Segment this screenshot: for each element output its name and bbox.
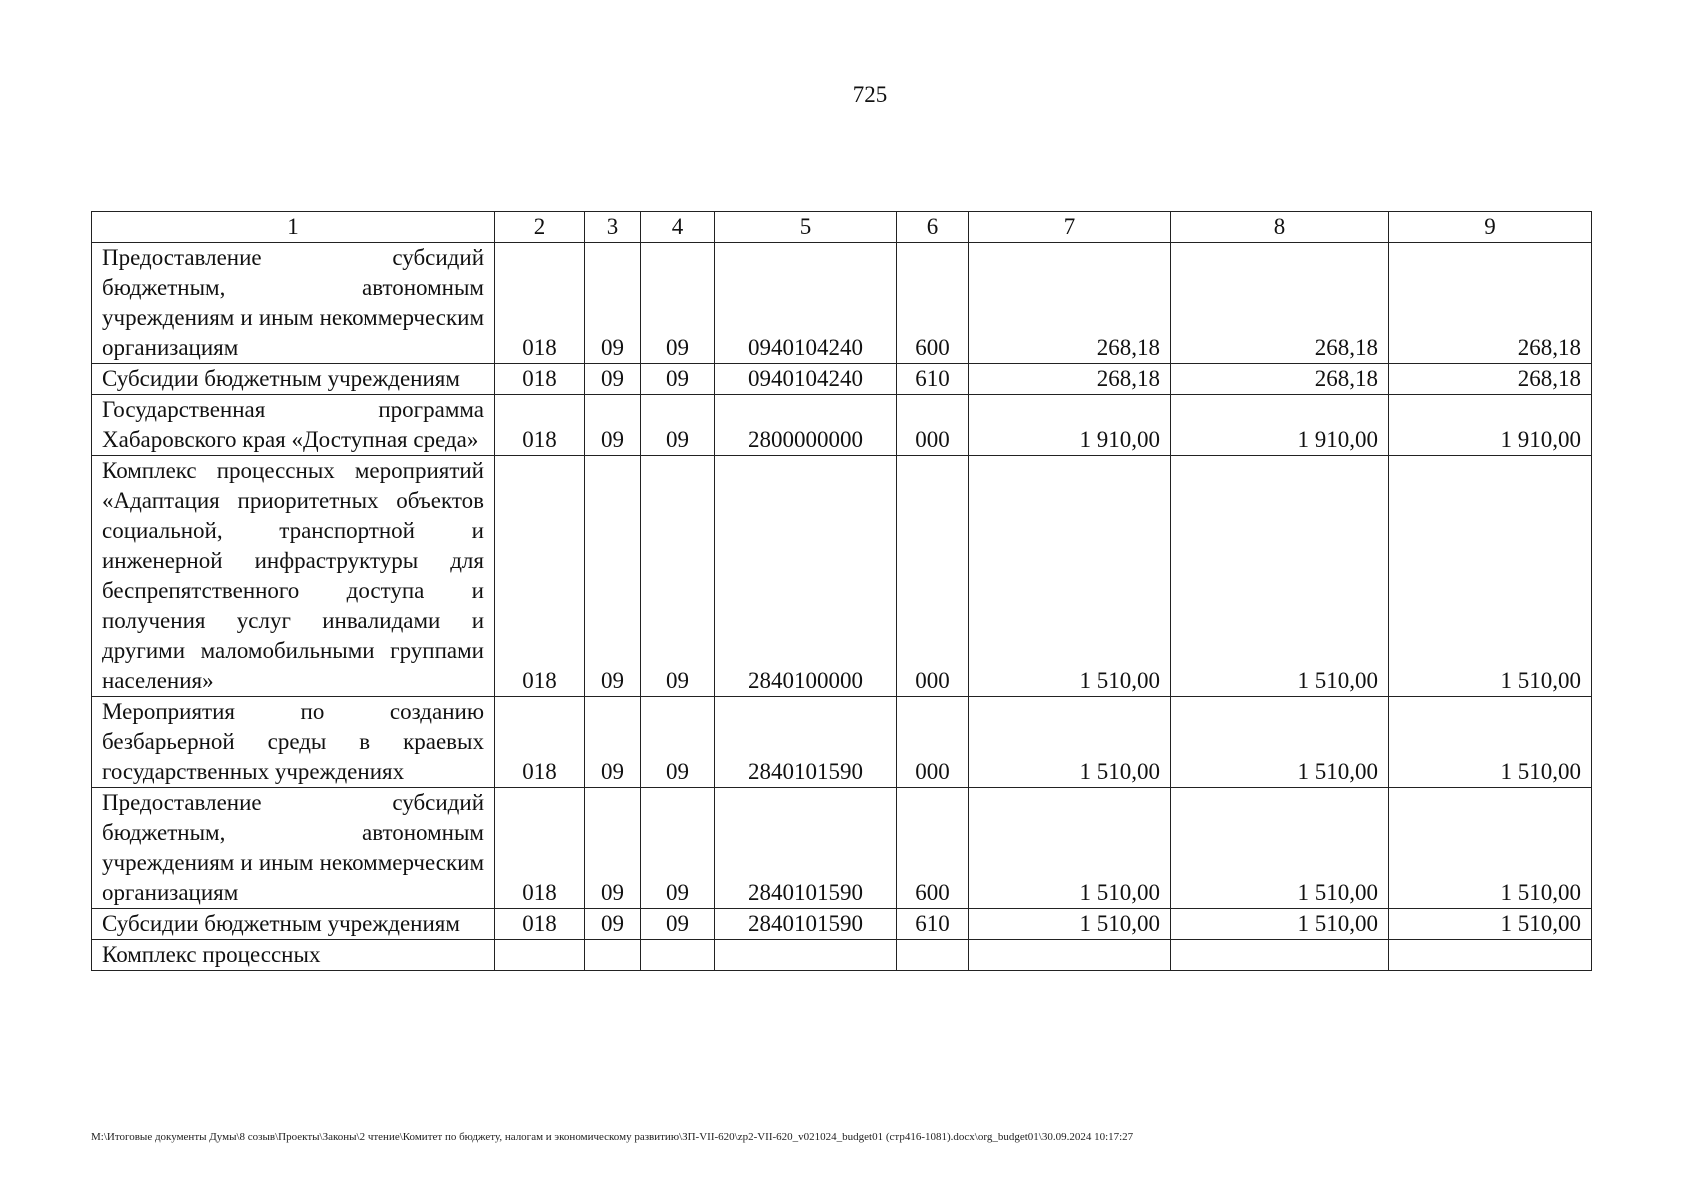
header-cell: 4 [641,212,715,243]
header-cell: 9 [1389,212,1592,243]
amount-col8-cell: 268,18 [1171,364,1389,395]
header-cell: 6 [897,212,969,243]
amount-col9-cell: 1 910,00 [1389,395,1592,456]
row-name-cell: Государственная программа Хабаровского края «Доступная среда» [92,395,495,456]
amount-col7-cell: 1 510,00 [969,697,1171,788]
budget-table [91,211,1592,971]
amount-col7-cell: 268,18 [969,243,1171,364]
amount-col8-cell: 1 910,00 [1171,395,1389,456]
header-cell: 2 [495,212,585,243]
subsection-cell: 09 [641,243,715,364]
row-name-cell: Комплекс процессных мероприятий «Адаптация приоритетных объектов социальной, транспортной и инженерной инфраструктуры для беспрепятственного доступа и получения услуг инвалидами и другими маломобильными группами населения» [92,456,495,697]
target-article-cell: 2800000000 [715,395,897,456]
table-row [92,940,1592,971]
amount-col7-cell: 1 510,00 [969,788,1171,909]
row-name-cell: Мероприятия по созданию безбарьерной среды в краевых государственных учреждениях [92,697,495,788]
amount-col8-cell: 1 510,00 [1171,909,1389,940]
target-article-cell: 2840101590 [715,909,897,940]
amount-col7-cell: 1 510,00 [969,909,1171,940]
subsection-cell: 09 [641,697,715,788]
target-article-cell: 0940104240 [715,364,897,395]
amount-col8-cell: 1 510,00 [1171,456,1389,697]
section-cell: 09 [585,909,641,940]
target-article-cell: 0940104240 [715,243,897,364]
table-row [92,788,1592,909]
section-cell: 09 [585,364,641,395]
ministry-code-cell: 018 [495,395,585,456]
table-row [92,697,1592,788]
target-article-cell [715,940,897,971]
row-name-cell: Предоставление субсидий бюджетным, автономным учреждениям и иным некоммерческим организациям [92,788,495,909]
target-article-cell: 2840100000 [715,456,897,697]
table-row [92,395,1592,456]
ministry-code-cell: 018 [495,909,585,940]
subsection-cell: 09 [641,395,715,456]
ministry-code-cell [495,940,585,971]
amount-col9-cell: 1 510,00 [1389,456,1592,697]
page-number: 725 [852,82,888,107]
ministry-code-cell: 018 [495,456,585,697]
ministry-code-cell: 018 [495,697,585,788]
ministry-code-cell: 018 [495,243,585,364]
section-cell: 09 [585,243,641,364]
section-cell: 09 [585,395,641,456]
amount-col7-cell: 1 510,00 [969,456,1171,697]
expense-type-cell: 000 [897,697,969,788]
expense-type-cell: 610 [897,364,969,395]
ministry-code-cell: 018 [495,788,585,909]
document-file-path-footer: M:\Итоговые документы Думы\8 созыв\Проекты\Законы\2 чтение\Комитет по бюджету, налогам и экономическому развитию\ЗП-VII-620\zp2-VII-620_v021024_budget01 (стр416-1081).docx\org_budget01\30.09.2024 10:17:27 [91,1131,1134,1143]
amount-col9-cell: 1 510,00 [1389,909,1592,940]
amount-col8-cell: 268,18 [1171,243,1389,364]
target-article-cell: 2840101590 [715,697,897,788]
section-cell [585,940,641,971]
amount-col9-cell [1389,940,1592,971]
table-row [92,456,1592,697]
subsection-cell: 09 [641,788,715,909]
amount-col8-cell: 1 510,00 [1171,788,1389,909]
amount-col9-cell: 1 510,00 [1389,697,1592,788]
table-row [92,364,1592,395]
expense-type-cell: 000 [897,456,969,697]
row-name-cell: Комплекс процессных [92,940,495,971]
amount-col9-cell: 268,18 [1389,243,1592,364]
ministry-code-cell: 018 [495,364,585,395]
expense-type-cell: 000 [897,395,969,456]
target-article-cell: 2840101590 [715,788,897,909]
header-cell: 7 [969,212,1171,243]
subsection-cell: 09 [641,364,715,395]
amount-col9-cell: 1 510,00 [1389,788,1592,909]
amount-col8-cell [1171,940,1389,971]
expense-type-cell: 600 [897,243,969,364]
table-header-row [92,212,1592,243]
header-cell: 5 [715,212,897,243]
row-name-cell: Субсидии бюджетным учреждениям [92,909,495,940]
row-name-cell: Предоставление субсидий бюджетным, автономным учреждениям и иным некоммерческим организациям [92,243,495,364]
table-row [92,243,1592,364]
amount-col7-cell: 1 910,00 [969,395,1171,456]
row-name-cell: Субсидии бюджетным учреждениям [92,364,495,395]
amount-col7-cell [969,940,1171,971]
header-cell: 1 [92,212,495,243]
section-cell: 09 [585,697,641,788]
amount-col9-cell: 268,18 [1389,364,1592,395]
subsection-cell: 09 [641,456,715,697]
expense-type-cell [897,940,969,971]
table-row [92,909,1592,940]
subsection-cell [641,940,715,971]
amount-col7-cell: 268,18 [969,364,1171,395]
header-cell: 8 [1171,212,1389,243]
amount-col8-cell: 1 510,00 [1171,697,1389,788]
section-cell: 09 [585,788,641,909]
header-cell: 3 [585,212,641,243]
section-cell: 09 [585,456,641,697]
subsection-cell: 09 [641,909,715,940]
expense-type-cell: 600 [897,788,969,909]
expense-type-cell: 610 [897,909,969,940]
